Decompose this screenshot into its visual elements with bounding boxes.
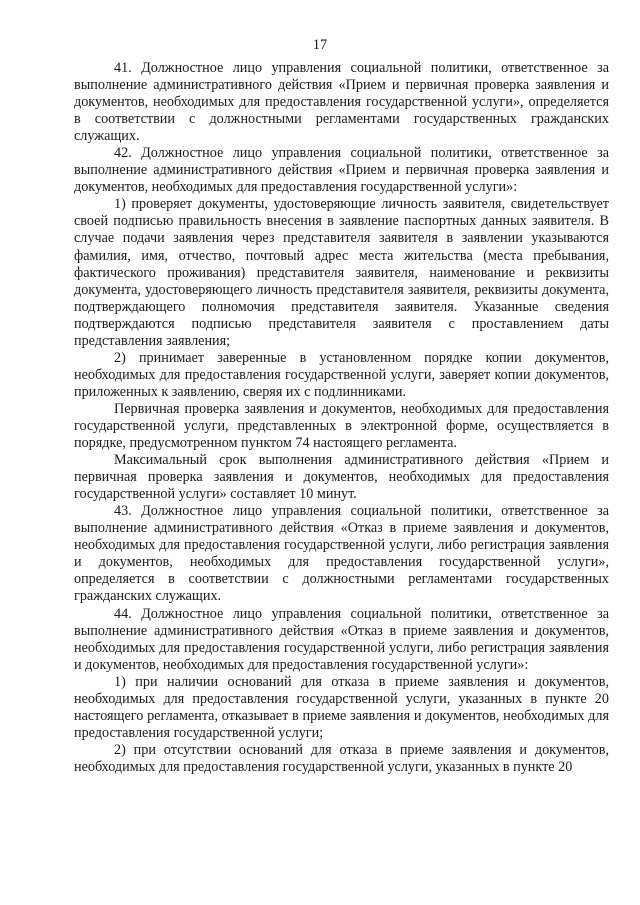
paragraph-primary-check: Первичная проверка заявления и документов, необходимых для предоставления государственной услуги, представленных в электронной форме, осуществляется в порядке, предусмотренном пунктом 74 настоящего регламента.	[74, 400, 609, 452]
paragraph-41: 41. Должностное лицо управления социальной политики, ответственное за выполнение административного действия «Прием и первичная проверка заявления и документов, необходимых для предоставления государственной услуги», определяется в соответствии с должностными регламентами государственных гражданских служащих.	[74, 60, 609, 145]
paragraph-42: 42. Должностное лицо управления социальной политики, ответственное за выполнение административного действия «Прием и первичная проверка заявления и документов, необходимых для предоставления государственной услуги»:	[74, 145, 609, 196]
paragraph-44-item-2: 2) при отсутствии оснований для отказа в приеме заявления и документов, необходимых для предоставления государственной услуги, указанных в пункте 20	[74, 741, 609, 775]
paragraph-42-item-1: 1) проверяет документы, удостоверяющие личность заявителя, свидетельствует своей подписью правильность внесения в заявление паспортных данных заявителя. В случае подачи заявления через представителя заявителя в заявлении указываются фамилия, имя, отчество, почтовый адрес места жительства (места пребывания, фактического проживания) представителя заявителя, наименование и реквизиты документа, удостоверяющего личность представителя заявителя, реквизиты документа, подтверждающего полномочия представителя заявителя. Указанные сведения подтверждаются подписью представителя заявителя с проставлением даты представления заявления;	[74, 196, 609, 349]
paragraph-44-item-1: 1) при наличии оснований для отказа в приеме заявления и документов, необходимых для предоставления государственной услуги, указанных в пункте 20 настоящего регламента, отказывает в приеме заявления и документов, необходимых для предоставления государственной услуги;	[74, 673, 609, 741]
paragraph-44: 44. Должностное лицо управления социальной политики, ответственное за выполнение административного действия «Отказ в приеме заявления и документов, необходимых для предоставления государственной услуги, либо регистрация заявления и документов, необходимых для предоставления государственной услуги»:	[74, 605, 609, 673]
paragraph-43: 43. Должностное лицо управления социальной политики, ответственное за выполнение административного действия «Отказ в приеме заявления и документов, необходимых для предоставления государственной услуги, либо регистрация заявления и документов, необходимых для предоставления государственной услуги», определяется в соответствии с должностными регламентами государственных гражданских служащих.	[74, 503, 609, 605]
page-number: 17	[312, 37, 328, 53]
document-body	[74, 60, 609, 776]
paragraph-42-item-2: 2) принимает заверенные в установленном порядке копии документов, необходимых для предоставления государственной услуги, заверяет копии документов, приложенных к заявлению, сверяя их с подлинниками.	[74, 349, 609, 400]
paragraph-max-time: Максимальный срок выполнения административного действия «Прием и первичная проверка заявления и документов, необходимых для предоставления государственной услуги» составляет 10 минут.	[74, 452, 609, 503]
